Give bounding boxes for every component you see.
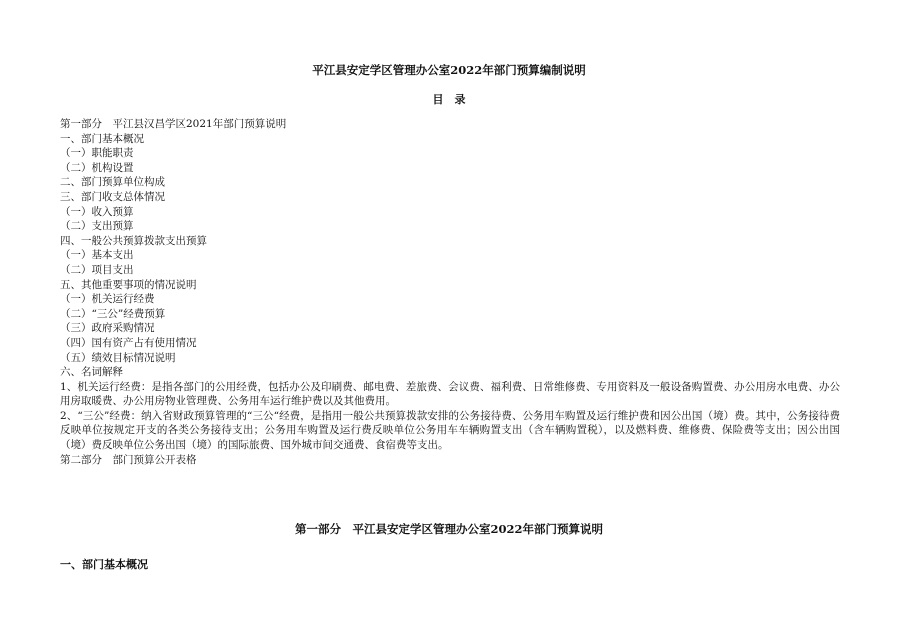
toc-line: 第一部分 平江县汉昌学区2021年部门预算说明 (60, 118, 287, 130)
toc-heading: 目 录 (432, 93, 466, 106)
toc-line: （五）绩效目标情况说明 (60, 351, 176, 364)
toc-line: （二）机构设置 (60, 161, 134, 174)
toc-line: 一、部门基本概况 (60, 132, 144, 145)
toc-line: （二）支出预算 (60, 220, 134, 233)
definition-paragraph-three-public-expenses: 2、“三公”经费：纳入省财政预算管理的“三公“经费，是指用一般公共预算拨款安排的公务接待费、公务用车购置及运行维护费和因公出国（境）费。其中，公务接待费反映单位按规定开支的各类公务接待支出；公务用车购置及运行费反映单位公务用车车辆购置支出（含车辆购置税），以及燃料费、维修费、保险费等支出；因公出国（境）费反映单位公务出国（境）的国际旅费、国外城市间交通费、食宿费等支出。 (60, 409, 840, 452)
toc-line: （一）基本支出 (60, 249, 134, 262)
toc-line: （四）国有资产占有使用情况 (60, 336, 197, 349)
toc-line: （三）政府采购情况 (60, 322, 155, 335)
table-of-contents (60, 117, 840, 467)
toc-line: 二、部门预算单位构成 (60, 176, 165, 189)
toc-line: （一）收入预算 (60, 205, 134, 218)
section-subheading: 一、部门基本概况 (60, 558, 148, 571)
document-title: 平江县安定学区管理办公室2022年部门预算编制说明 (312, 63, 586, 77)
toc-line: 五、其他重要事项的情况说明 (60, 278, 197, 291)
toc-line: （二）项目支出 (60, 263, 134, 276)
toc-line: （二）“三公”经费预算 (60, 307, 166, 320)
toc-line: 四、一般公共预算拨款支出预算 (60, 234, 207, 247)
toc-line: 六、名词解释 (60, 366, 123, 379)
toc-line-part-two: 第二部分 部门预算公开表格 (60, 453, 197, 466)
toc-line: （一）职能职责 (60, 147, 134, 160)
definition-paragraph-operating-expenses: 1、机关运行经费：是指各部门的公用经费，包括办公及印刷费、邮电费、差旅费、会议费、福利费、日常维修费、专用资料及一般设备购置费、办公用房水电费、办公用房取暖费、办公用房物业管理费、公务用车运行维护费以及其他费用。 (60, 380, 840, 408)
toc-line: （一）机关运行经费 (60, 293, 155, 306)
toc-line: 三、部门收支总体情况 (60, 190, 165, 203)
section-title: 第一部分 平江县安定学区管理办公室2022年部门预算说明 (294, 522, 603, 536)
